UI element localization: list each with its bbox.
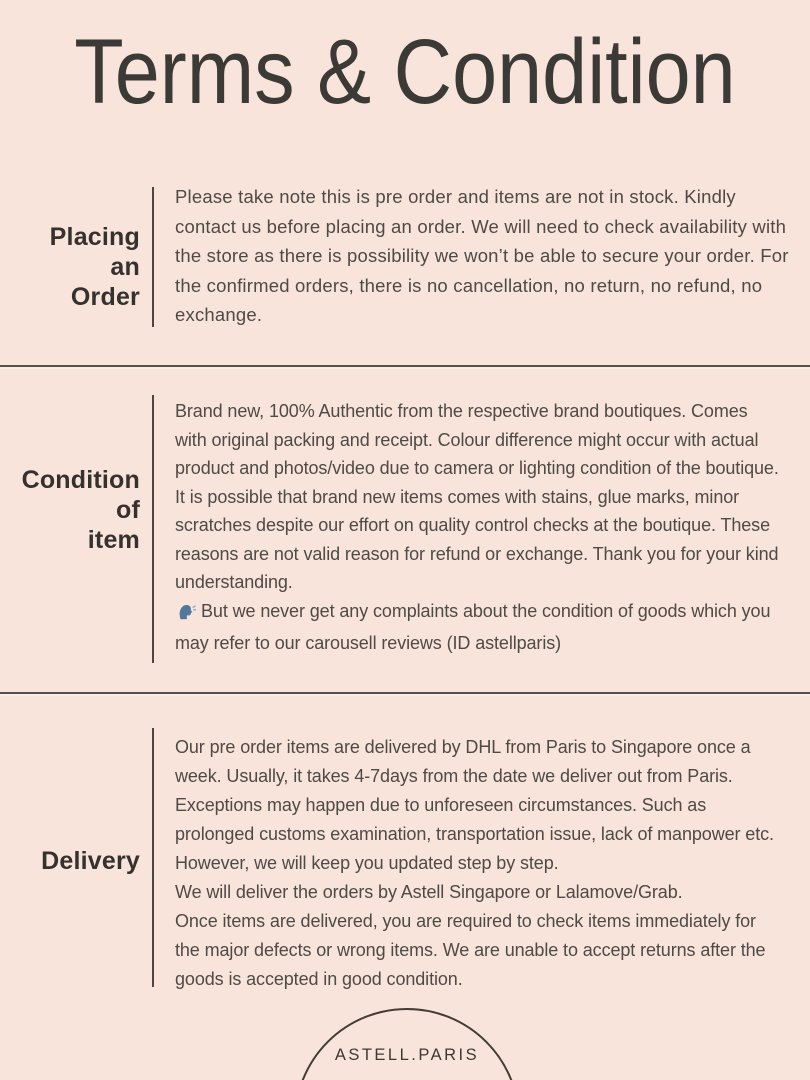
label-line: Condition (21, 466, 140, 494)
label-line: an (110, 253, 140, 281)
paragraph: Brand new, 100% Authentic from the respective brand boutiques. Comes with original packing and receipt. Colour difference might occur with actual product and photos/video due to camera or lighting condition of the boutique. It is possible that brand new items comes with stains, glue marks, minor scratches despite our effort on quality control checks at the boutique. These reasons are not valid reason for refund or exchange. Thank you for your kind understanding. (175, 401, 779, 592)
speaking-head-icon (175, 600, 196, 630)
label-line: Order (70, 283, 140, 311)
label-line: Placing (49, 223, 140, 251)
section-placing-an-order-body (175, 182, 795, 330)
paragraph: Once items are delivered, you are required to check items immediately for the major defects or wrong items. We are unable to accept returns after the goods is accepted in good condition. (175, 911, 766, 989)
paragraph: Please take note this is pre order and items are not in stock. Kindly contact us before placing an order. We will need to check availability with the store as there is possibility we won’t be able to secure your order. For the confirmed orders, there is no cancellation, no return, no refund, no exchange. (175, 186, 789, 325)
paragraph: Our pre order items are delivered by DHL from Paris to Singapore once a week. Usually, it takes 4-7days from the date we deliver out from Paris. Exceptions may happen due to unforeseen circumstances. Such as prolonged customs examination, transportation issue, lack of manpower etc. However, we will keep you updated step by step. (175, 737, 774, 873)
paragraph: We will deliver the orders by Astell Singapore or Lalamove/Grab. (175, 882, 683, 902)
section-placing-an-order (0, 180, 810, 340)
section-delivery-label (0, 846, 140, 876)
page-title: Terms & Condition (74, 21, 736, 123)
brand-name: ASTELL.PARIS (334, 1046, 480, 1064)
note-paragraph (175, 597, 780, 658)
section-condition-of-item-label (0, 465, 140, 555)
label-line: Delivery (41, 847, 140, 875)
brand-stamp-circle (294, 1008, 520, 1080)
vertical-divider (152, 728, 154, 987)
section-condition-of-item-body (175, 397, 780, 658)
horizontal-divider (0, 365, 810, 367)
section-condition-of-item (0, 395, 810, 670)
horizontal-divider (0, 692, 810, 694)
label-line: of (116, 496, 140, 524)
vertical-divider (152, 187, 154, 327)
section-delivery-body (175, 733, 780, 994)
section-placing-an-order-label (0, 222, 140, 312)
vertical-divider (152, 395, 154, 663)
note-text: But we never get any complaints about the condition of goods which you may refer to our carousell reviews (ID astellparis) (175, 600, 771, 653)
label-line: item (87, 526, 140, 554)
section-delivery (0, 730, 810, 995)
